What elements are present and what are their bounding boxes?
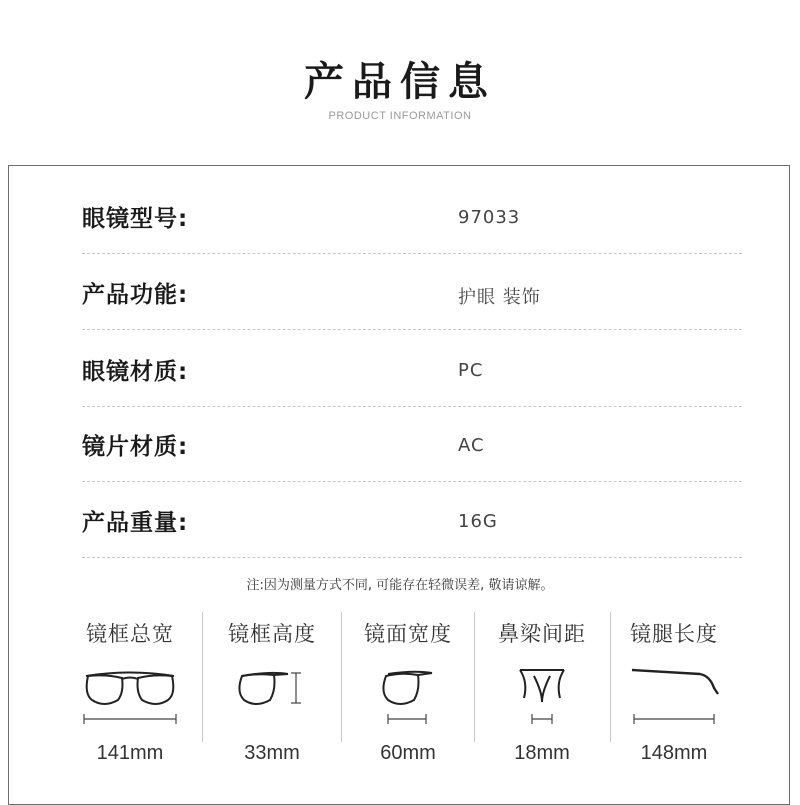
spec-label: 眼镜材质: bbox=[82, 359, 189, 385]
spec-value: 护眼 装饰 bbox=[458, 287, 541, 308]
spec-value: 16G bbox=[458, 511, 498, 532]
spec-label: 镜片材质: bbox=[82, 434, 189, 460]
column-divider bbox=[474, 612, 475, 742]
page-subtitle: PRODUCT INFORMATION bbox=[328, 110, 472, 122]
lens-height-icon bbox=[212, 662, 332, 736]
dim-label: 镜面宽度 bbox=[364, 622, 452, 646]
spec-row-frame-material bbox=[82, 331, 742, 407]
dim-nose-bridge bbox=[482, 612, 602, 800]
dim-label: 鼻梁间距 bbox=[498, 622, 586, 646]
dim-temple-length bbox=[614, 612, 734, 800]
spec-label: 产品功能: bbox=[82, 282, 189, 308]
dim-label: 镜框高度 bbox=[228, 622, 316, 646]
spec-row-model bbox=[82, 178, 742, 254]
spec-label: 产品重量: bbox=[82, 510, 189, 536]
dim-value: 33mm bbox=[244, 742, 300, 764]
dim-frame-width bbox=[70, 612, 190, 800]
dim-lens-width bbox=[348, 612, 468, 800]
lens-width-icon bbox=[348, 662, 468, 736]
spec-value: PC bbox=[458, 360, 484, 381]
dim-value: 60mm bbox=[380, 742, 436, 764]
dim-label: 镜框总宽 bbox=[86, 622, 174, 646]
glasses-front-icon bbox=[70, 662, 190, 736]
spec-row-lens-material bbox=[82, 406, 742, 482]
nose-bridge-icon bbox=[482, 662, 602, 736]
temple-length-icon bbox=[614, 662, 734, 736]
spec-value: AC bbox=[458, 435, 485, 456]
dim-value: 141mm bbox=[96, 742, 164, 764]
column-divider bbox=[202, 612, 203, 742]
dim-frame-height bbox=[212, 612, 332, 800]
column-divider bbox=[610, 612, 611, 742]
spec-row-weight bbox=[82, 482, 742, 558]
spec-value: 97033 bbox=[458, 207, 521, 228]
dim-label: 镜腿长度 bbox=[630, 622, 718, 646]
spec-row-function bbox=[82, 254, 742, 330]
column-divider bbox=[341, 612, 342, 742]
dim-value: 18mm bbox=[514, 742, 570, 764]
dim-value: 148mm bbox=[640, 742, 708, 764]
page-title: 产品信息 bbox=[304, 59, 496, 105]
measurement-note: 注:因为测量方式不同, 可能存在轻微误差, 敬请谅解。 bbox=[246, 578, 554, 593]
spec-label: 眼镜型号: bbox=[82, 206, 189, 232]
